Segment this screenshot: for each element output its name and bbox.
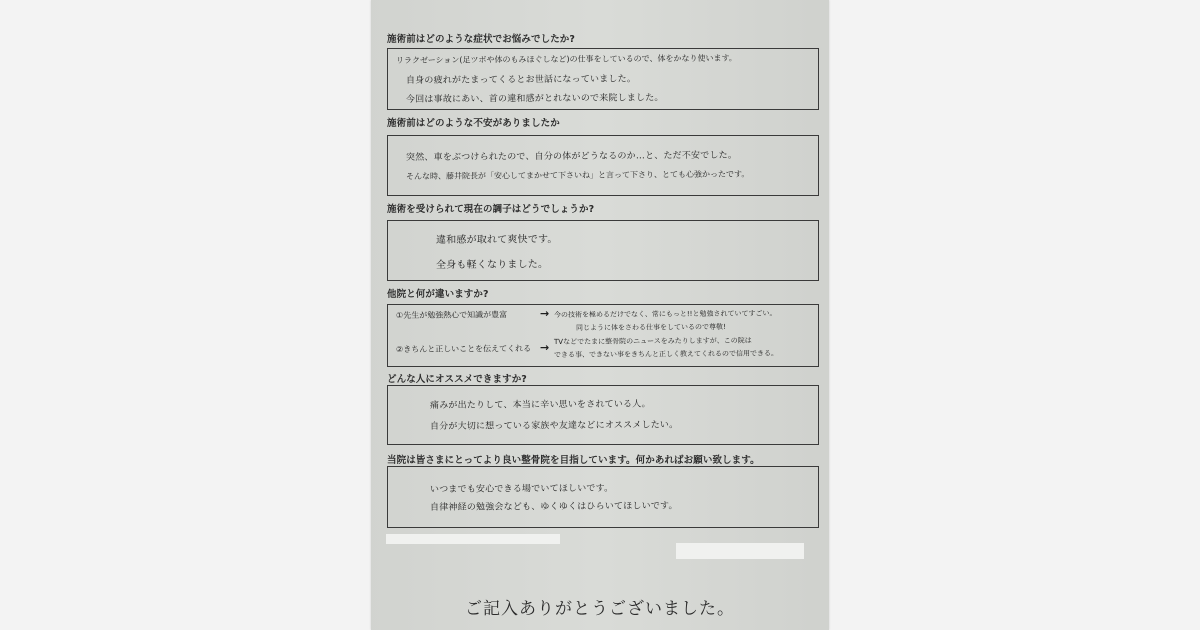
question-anxiety: 施術前はどのような不安がありましたか xyxy=(387,118,560,129)
answer-box-requests xyxy=(387,466,819,528)
question-recommend: どんな人にオススメできますか? xyxy=(387,374,527,385)
answer-box-anxiety xyxy=(387,135,819,196)
redaction-strip xyxy=(386,534,560,544)
question-difference: 他院と何が違いますか? xyxy=(387,289,489,300)
answer-box-difference xyxy=(387,304,819,367)
answer-line: 自身の疲れがたまってくるとお世話になっていました。 xyxy=(405,74,637,86)
answer-line: そんな時、藤井院長が「安心してまかせて下さいね」と言って下さり、とても心強かったです。 xyxy=(405,169,750,181)
answer-box-symptoms xyxy=(387,48,819,110)
answer-line: リラクゼーション(足ツボや体のもみほぐしなど)の仕事をしているので、体をかなり使います。 xyxy=(395,53,737,65)
answer-line: 自分が大切に想っている家族や友達などにオススメしたい。 xyxy=(429,420,679,432)
answer-box-recommend xyxy=(387,385,819,445)
answer-line: 痛みが出たりして、本当に辛い思いをされている人。 xyxy=(429,399,651,411)
redaction-strip xyxy=(676,543,804,559)
question-requests: 当院は皆さまにとってより良い整骨院を目指しています。何かあればお願い致します。 xyxy=(387,455,760,466)
difference-detail: TVなどでたまに整骨院のニュースをみたりしますが、この院は xyxy=(553,336,752,346)
survey-sheet xyxy=(371,0,829,630)
difference-lead: ①先生が勉強熱心で知識が豊富 xyxy=(395,310,508,320)
arrow-icon: → xyxy=(540,307,550,320)
difference-detail: できる事、できない事をきちんと正しく教えてくれるので信用できる。 xyxy=(553,349,779,359)
answer-line: いつまでも安心できる場でいてほしいです。 xyxy=(429,483,614,495)
answer-line: 自律神経の勉強会なども、ゆくゆくはひらいてほしいです。 xyxy=(429,501,678,513)
difference-detail: 今の技術を極めるだけでなく、常にもっと!!と勉強されていてすごい。 xyxy=(553,309,777,319)
answer-line: 全身も軽くなりました。 xyxy=(435,259,549,271)
answer-line: 違和感が取れて爽快です。 xyxy=(435,234,558,246)
difference-detail: 同じように体をさわる仕事をしているので尊敬! xyxy=(575,322,726,332)
answer-box-current-condition xyxy=(387,220,819,281)
answer-line: 突然、車をぶつけられたので、自分の体がどうなるのか…と、ただ不安でした。 xyxy=(405,150,738,163)
difference-lead: ②きちんと正しいことを伝えてくれる xyxy=(395,344,532,354)
question-current-condition: 施術を受けられて現在の調子はどうでしょうか? xyxy=(387,204,595,215)
closing-message: ご記入ありがとうございました。 xyxy=(465,599,735,619)
arrow-icon: → xyxy=(540,341,550,354)
question-symptoms: 施術前はどのような症状でお悩みでしたか? xyxy=(387,34,576,45)
answer-line: 今回は事故にあい、首の違和感がとれないので来院しました。 xyxy=(405,93,664,105)
